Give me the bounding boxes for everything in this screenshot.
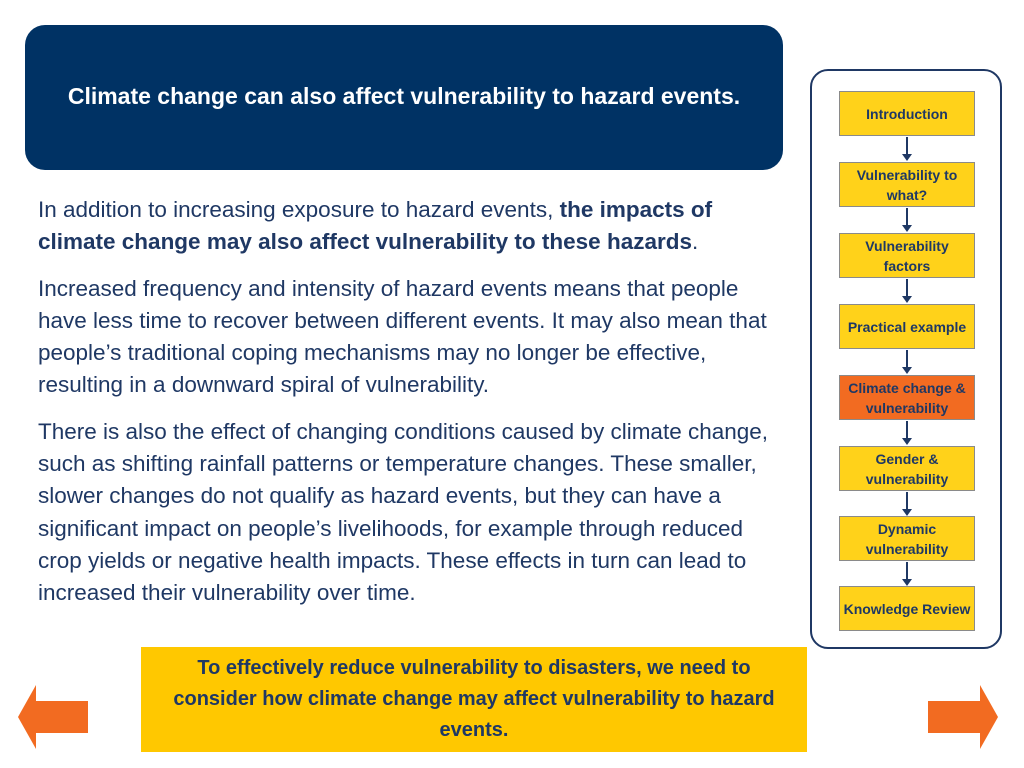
nav-item-introduction[interactable]	[839, 91, 975, 136]
page-title: Climate change can also affect vulnerability to hazard events.	[67, 83, 741, 109]
title-banner	[25, 25, 783, 170]
key-message-box	[141, 647, 807, 752]
main-content	[38, 194, 773, 624]
nav-item-label: Gender & vulnerability	[865, 450, 949, 487]
lesson-navigation-panel	[810, 69, 1002, 649]
connector-line	[906, 279, 908, 296]
nav-item-label: Practical example	[847, 318, 967, 335]
intro-period: .	[691, 229, 699, 255]
arrow-left-icon	[18, 685, 88, 749]
nav-item-label: Introduction	[866, 105, 948, 122]
intro-text: In addition to increasing exposure to hazard events,	[38, 197, 560, 222]
connector-line	[906, 562, 908, 579]
nav-item-label: Climate change & vulnerability	[848, 379, 966, 416]
connector-arrow-icon	[902, 154, 912, 161]
arrow-right-icon	[928, 685, 998, 749]
connector-arrow-icon	[902, 438, 912, 445]
next-slide-button[interactable]	[928, 685, 998, 749]
connector-arrow-icon	[902, 296, 912, 303]
connector-line	[906, 350, 908, 367]
connector-arrow-icon	[902, 225, 912, 232]
connector-line	[906, 208, 908, 225]
nav-item-vulnerability-to-what[interactable]	[839, 162, 975, 207]
connector-line	[906, 137, 908, 154]
nav-item-knowledge-review[interactable]	[839, 586, 975, 631]
nav-item-label: Knowledge Review	[843, 600, 971, 617]
nav-item-vulnerability-factors[interactable]	[839, 233, 975, 278]
paragraph-frequency: Increased frequency and intensity of hazard events means that people have less time to recover between different events. It may also mean that people’s traditional coping mechanisms may no longer be effective, resulting in a downward spiral of vulnerability.	[38, 275, 767, 398]
connector-arrow-icon	[902, 509, 912, 516]
key-message-text: To effectively reduce vulnerability to disasters, we need to consider how climate change may affect vulnerability to hazard events.	[173, 657, 775, 741]
previous-slide-button[interactable]	[18, 685, 88, 749]
connector-arrow-icon	[902, 579, 912, 586]
connector-line	[906, 421, 908, 438]
paragraph-conditions: There is also the effect of changing conditions caused by climate change, such as shifting rainfall patterns or temperature changes. These smaller, slower changes do not qualify as hazard events, but they can have a significant impact on people’s livelihoods, for example through reduced crop yields or negative health impacts. These effects in turn can lead to increased their vulnerability over time.	[38, 418, 769, 606]
nav-item-label: Vulnerability factors	[865, 237, 949, 274]
nav-item-practical-example[interactable]	[839, 304, 975, 349]
nav-item-gender-vulnerability[interactable]	[839, 446, 975, 491]
nav-item-climate-change-vulnerability[interactable]	[839, 375, 975, 420]
intro-emphasis: the impacts of climate change may also affect vulnerability to these hazards	[38, 197, 713, 255]
nav-item-label: Dynamic vulnerability	[865, 520, 949, 557]
paragraph-intro	[38, 194, 773, 259]
connector-line	[906, 492, 908, 509]
nav-item-dynamic-vulnerability[interactable]	[839, 516, 975, 561]
nav-item-label: Vulnerability to what?	[856, 166, 958, 203]
connector-arrow-icon	[902, 367, 912, 374]
